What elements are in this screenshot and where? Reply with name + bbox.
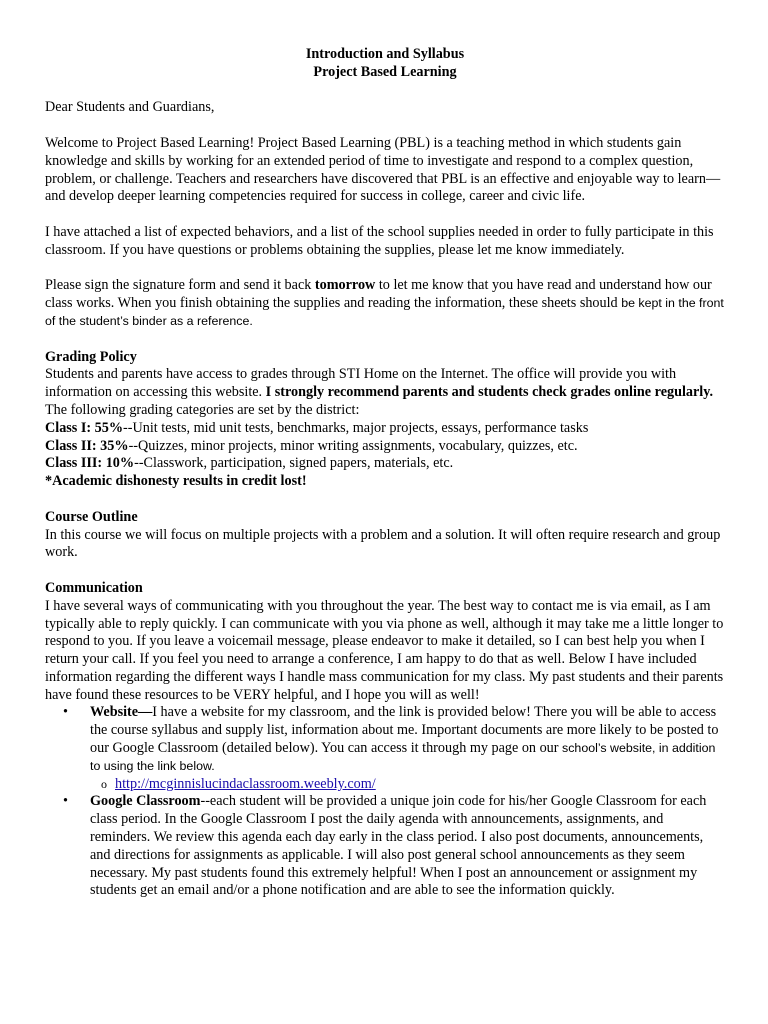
grading-p1-text: Students and parents have access to grades through STI Home on the Internet. The office will provide you with information on accessing this website.: [45, 366, 677, 401]
class-2-label: Class II: 35%: [45, 437, 129, 454]
class-3-label: Class III: 10%: [45, 455, 135, 472]
grading-recommendation: I strongly recommend parents and students check grades online regularly.: [265, 384, 714, 401]
grading-paragraph: [45, 366, 725, 402]
grading-class-1: [45, 420, 725, 438]
communication-text: I have several ways of communicating with you throughout the year. The best way to contact me is via email, as I am typically able to reply quickly. I can communicate with you via phone as well, although it may take me a little longer to respond to you. If you leave a voicemail message, please endeavor to make it detailed, so I can best help you when I return your call. If you feel you need to arrange a conference, I am happy to do that as well. Below I have included information regarding the different ways I handle mass communication for my class. My past students and their parents have found these resources to be VERY helpful, and I hope you will as well!: [45, 597, 724, 703]
website-text-tail: school’s website, in addition to using the link below.: [90, 741, 716, 773]
website-link-item: [45, 776, 725, 794]
intro-paragraph-1: Welcome to Project Based Learning! Project Based Learning (PBL) is a teaching method in which students gain knowledge and skills by working for an extended period of time to investigate and respond to a complex question, problem, or challenge. Teachers and researchers have discovered that PBL is an effective and enjoyable way to learn—and develop deeper learning competencies required for success in college, career and civic life.: [45, 134, 721, 205]
google-classroom-label: Google Classroom: [90, 793, 201, 810]
website-label: Website—: [90, 704, 153, 721]
communication-list-2: [45, 793, 725, 900]
intro-paragraph-2: I have attached a list of expected behaviors, and a list of the school supplies needed in order to fully participate in this classroom. If you have questions or problems obtaining the supplies, please let me know immediately.: [45, 223, 714, 258]
dishonesty-notice: [45, 473, 725, 491]
google-classroom-text: --each student will be provided a unique join code for his/her Google Classroom for each class period. In the Google Classroom I post the daily agenda with announcements, assignments, and reminders. We review this agenda each day early in the class period. I also post documents, announcements, and directions for assignments as applicable. I will also post general school announcements as they seem necessary. My past students found this extremely helpful! When I post an announcement or assignment my students get an email and/or a phone notification and are able to see the information quickly.: [90, 793, 707, 899]
intro-p3-tail: be kept in the front of the student’s binder as a reference.: [45, 296, 724, 328]
website-link[interactable]: http://mcginnislucindaclassroom.weebly.com/: [115, 775, 376, 792]
intro-p3-before: Please sign the signature form and send it back: [45, 277, 315, 294]
bullet-icon: •: [63, 704, 68, 721]
outline-heading: Course Outline: [45, 508, 138, 525]
intro-p3-after: to let me know that you have read and understand how our class works. When you finish obtaining the supplies and reading the information, these sheets should: [45, 277, 712, 312]
intro-paragraph-3: [45, 277, 725, 330]
class-1-desc: --Unit tests, mid unit tests, benchmarks, major projects, essays, performance tasks: [123, 419, 589, 436]
list-item-google-classroom: [45, 793, 725, 900]
document-subtitle: Project Based Learning: [313, 63, 457, 80]
communication-heading: Communication: [45, 579, 143, 596]
grading-class-3: [45, 455, 725, 473]
grading-categories-intro: The following grading categories are set by the district:: [45, 401, 360, 418]
document-page: [45, 46, 725, 900]
website-text: I have a website for my classroom, and the link is provided below! There you will be able to access the course syllabus and supply list, information about me. Important documents are more likely to be posted to our Google Classroom (detailed below). You can access it through my page on our: [90, 704, 719, 757]
class-2-desc: --Quizzes, minor projects, minor writing assignments, vocabulary, quizzes, etc.: [128, 437, 578, 454]
sub-bullet-icon: o: [101, 776, 107, 791]
class-1-label: Class I: 55%: [45, 419, 124, 436]
class-3-desc: --Classwork, participation, signed papers, materials, etc.: [134, 455, 454, 472]
grading-heading: Grading Policy: [45, 348, 137, 365]
salutation: Dear Students and Guardians,: [45, 99, 215, 116]
document-title: Introduction and Syllabus: [305, 46, 465, 62]
dishonesty-text: *Academic dishonesty results in credit lost!: [45, 473, 307, 490]
bullet-icon: •: [63, 793, 68, 810]
outline-text: In this course we will focus on multiple projects with a problem and a solution. It will often require research and group work.: [45, 526, 721, 561]
communication-list: [45, 704, 725, 775]
tomorrow-emphasis: tomorrow: [314, 277, 376, 294]
list-item-website: [45, 704, 725, 775]
grading-class-2: [45, 438, 725, 456]
